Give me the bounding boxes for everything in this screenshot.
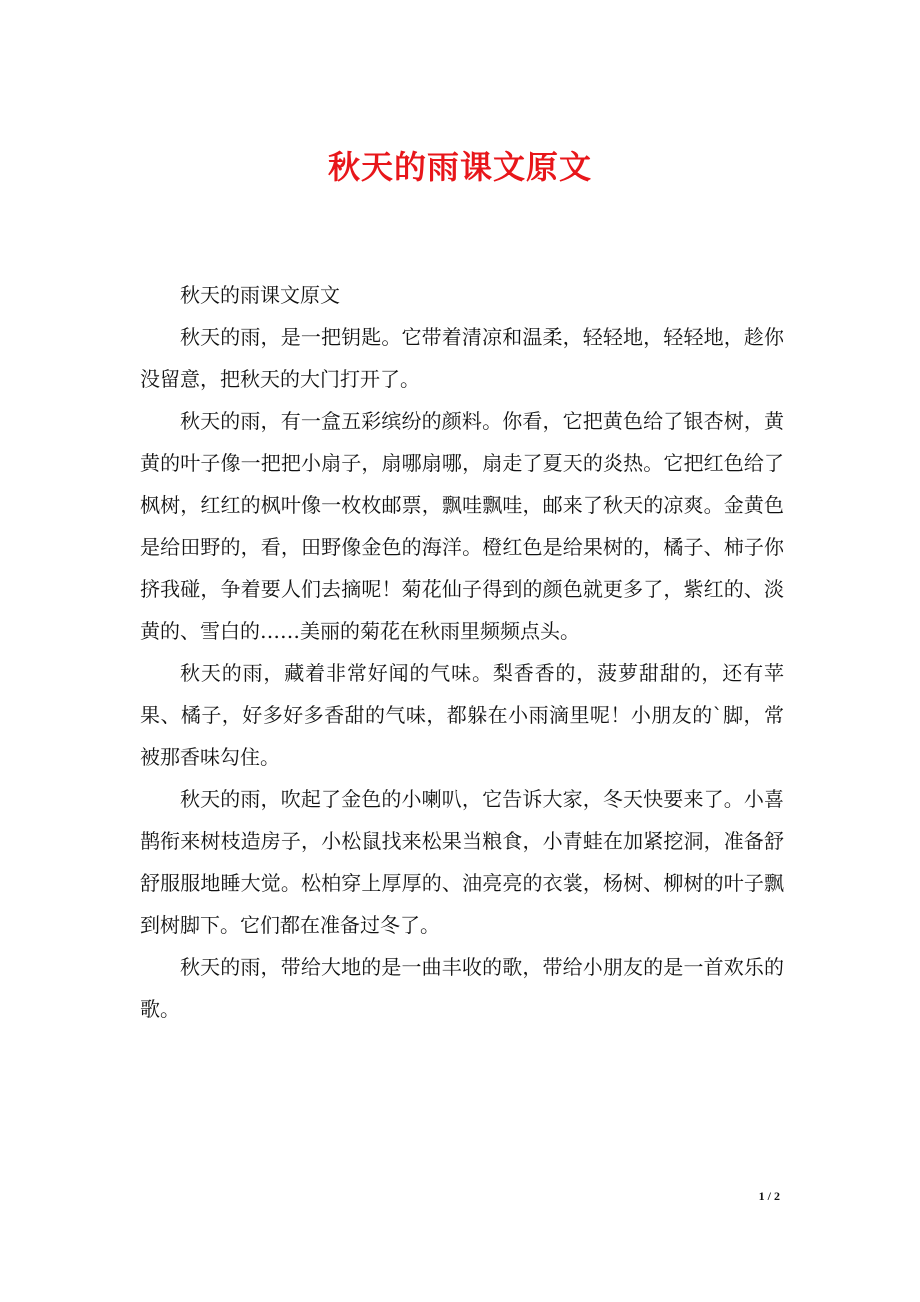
document-body xyxy=(140,274,784,1030)
paragraph: 秋天的雨，藏着非常好闻的气味。梨香香的，菠萝甜甜的，还有苹果、橘子，好多好多香甜的气味，都躲在小雨滴里呢！小朋友的`脚，常被那香味勾住。 xyxy=(140,661,784,769)
paragraph: 秋天的雨，吹起了金色的小喇叭，它告诉大家，冬天快要来了。小喜鹊衔来树枝造房子，小松鼠找来松果当粮食，小青蛙在加紧挖洞，准备舒舒服服地睡大觉。松柏穿上厚厚的、油亮亮的衣裳，杨树、柳树的叶子飘到树脚下。它们都在准备过冬了。 xyxy=(140,787,784,937)
paragraph-heading: 秋天的雨课文原文 xyxy=(180,283,340,307)
document-title: 秋天的雨课文原文 xyxy=(327,148,592,186)
page-number: 1 / 2 xyxy=(758,1189,780,1203)
paragraph: 秋天的雨，有一盒五彩缤纷的颜料。你看，它把黄色给了银杏树，黄黄的叶子像一把把小扇子，扇哪扇哪，扇走了夏天的炎热。它把红色给了枫树，红红的枫叶像一枚枚邮票，飘哇飘哇，邮来了秋天的凉爽。金黄色是给田野的，看，田野像金色的海洋。橙红色是给果树的，橘子、柿子你挤我碰，争着要人们去摘呢！菊花仙子得到的颜色就更多了，紫红的、淡黄的、雪白的……美丽的菊花在秋雨里频频点头。 xyxy=(140,409,784,643)
paragraph: 秋天的雨，是一把钥匙。它带着清凉和温柔，轻轻地，轻轻地，趁你没留意，把秋天的大门打开了。 xyxy=(140,325,784,391)
paragraph: 秋天的雨，带给大地的是一曲丰收的歌，带给小朋友的是一首欢乐的歌。 xyxy=(140,955,784,1021)
